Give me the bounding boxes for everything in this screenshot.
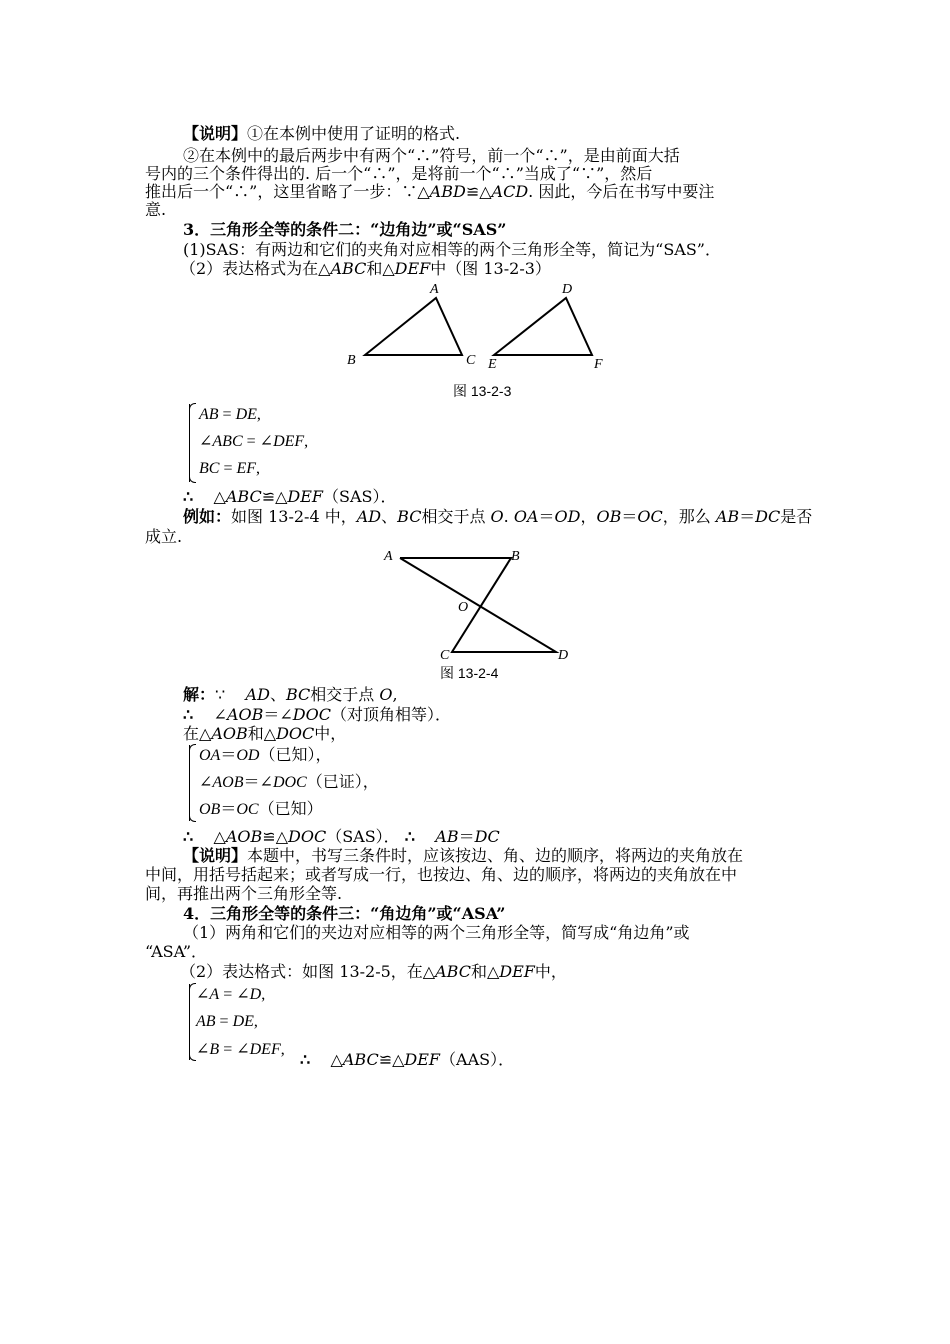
- fig1-label-a: A: [430, 282, 439, 297]
- brace-3: [189, 984, 190, 1060]
- note2-line-2: 中间，用括号括起来；或者写成一行，也按边、角、边的顺序，将两边的夹角放在中: [145, 865, 738, 884]
- sys2-row-1: OA＝OD（已知），: [199, 747, 332, 764]
- note-line-3: 号内的三个条件得出的. 后一个“∴”，是将前一个“∴”当成了“∵”，然后: [145, 164, 653, 183]
- solution-tag: 解：: [183, 685, 216, 704]
- fig2-label-a: A: [384, 549, 393, 564]
- sys3-row-2: AB = DE,: [196, 1013, 258, 1030]
- sys2-row-2: ∠AOB＝∠DOC（已证），: [199, 774, 379, 791]
- figure-13-2-4-lines: [400, 558, 556, 652]
- note-tag: 【说明】: [183, 124, 248, 143]
- figure-13-2-3-caption: 图 13-2-3: [453, 383, 512, 399]
- section-3-heading: 3．三角形全等的条件二：“边角边”或“SAS”: [183, 220, 507, 239]
- fig1-label-d: D: [562, 282, 573, 297]
- sys3-row-3: ∠B = ∠DEF,: [196, 1041, 285, 1058]
- fig1-label-f: F: [594, 357, 603, 372]
- triangle-abc: [365, 298, 462, 355]
- brace-2: [189, 745, 190, 821]
- fig1-label-e: E: [488, 357, 497, 372]
- sys2-row-3: OB＝OC（已知）: [199, 801, 323, 818]
- fig2-label-c: C: [440, 648, 450, 663]
- conclusion-2: ∴ △AOB≌△DOC（SAS）． ∴ AB＝DC: [183, 827, 500, 846]
- asa-definition-2: “ASA”．: [145, 942, 208, 961]
- brace-1: [189, 404, 190, 482]
- note-line-4: 推出后一个“∴”，这里省略了一步：∵△ABD≌△ACD. 因此，今后在书写中要注: [145, 182, 715, 201]
- fig2-label-d: D: [558, 648, 569, 663]
- example-line-1: 例如：如图 13-2-4 中，AD、BC相交于点 O. OA＝OD，OB＝OC，那么 AB＝DC是否: [183, 507, 813, 526]
- fig1-label-c: C: [466, 353, 476, 368]
- asa-definition-1: （1）两角和它们的夹边对应相等的两个三角形全等，简写成“角边角”或: [183, 923, 690, 942]
- section-4-heading: 4．三角形全等的条件三：“角边角”或“ASA”: [183, 904, 506, 923]
- note2-line-1: 【说明】本题中，书写三条件时，应该按边、角、边的顺序，将两边的夹角放在: [183, 846, 744, 865]
- sas-definition: (1)SAS：有两边和它们的夹角对应相等的两个三角形全等，简记为“SAS”．: [183, 240, 721, 259]
- asa-format: （2）表达格式：如图 13-2-5，在△ABC和△DEF中，: [180, 962, 567, 981]
- note-line-2: ②在本例中的最后两步中有两个“∴”符号，前一个“∴”，是由前面大括: [183, 146, 680, 165]
- fig2-label-o: O: [458, 600, 469, 615]
- sys1-row-3: BC = EF,: [199, 460, 261, 477]
- note2-line-3: 间，再推出两个三角形全等.: [145, 884, 343, 903]
- solution-line-2: ∴ ∠AOB＝∠DOC（对顶角相等）．: [183, 705, 451, 724]
- solution-line-1: 解：∵ AD、BC相交于点 O,: [183, 685, 398, 704]
- figure-13-2-4-caption: 图 13-2-4: [440, 665, 499, 681]
- example-line-2: 成立.: [145, 527, 183, 546]
- triangle-def: [494, 298, 592, 355]
- fig2-label-b: B: [511, 549, 520, 564]
- conclusion-3: ∴ △ABC≌△DEF（AAS）．: [300, 1050, 515, 1069]
- sas-format: （2）表达格式为在△ABC和△DEF中（图 13-2-3）: [180, 259, 551, 278]
- fig1-label-b: B: [347, 353, 356, 368]
- note-line-5: 意.: [145, 200, 167, 219]
- sys1-row-2: ∠ABC = ∠DEF,: [199, 433, 309, 450]
- example-tag: 例如：: [183, 507, 232, 526]
- solution-line-3: 在△AOB和△DOC中，: [183, 724, 347, 743]
- sys3-row-1: ∠A = ∠D,: [196, 986, 266, 1003]
- note-line-1: 【说明】①在本例中使用了证明的格式.: [183, 124, 461, 143]
- sys1-row-1: AB = DE,: [199, 406, 261, 423]
- conclusion-1: ∴ △ABC≌△DEF（SAS）．: [183, 487, 397, 506]
